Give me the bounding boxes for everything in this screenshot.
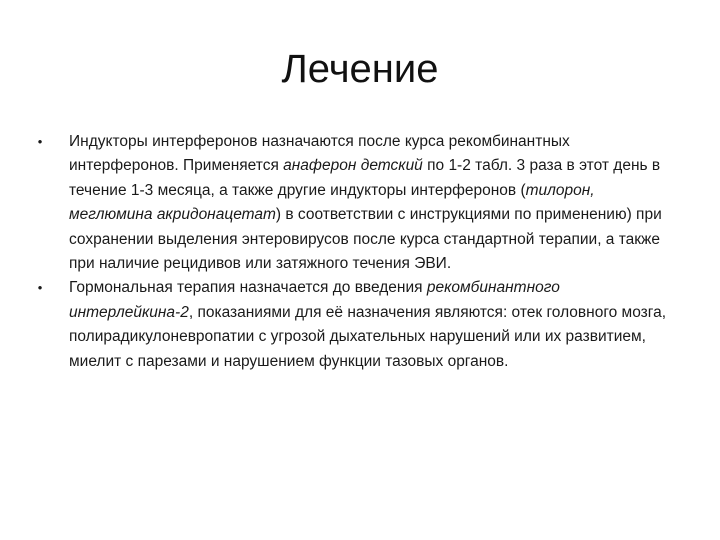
text-segment: по 1-2 табл. 3 раза в этот день в течение 1-3 месяца, а также другие индукторы интерферонов ( <box>69 157 661 199</box>
slide-title: Лечение <box>281 47 439 91</box>
bullet-icon: • <box>37 134 43 149</box>
text-segment: ) в соответствии с инструкциями по применению) при сохранении выделения энтеровирусов после курса стандартной терапии, а также при наличие рецидивов или затяжного течения ЭВИ. <box>69 206 662 273</box>
bullet-icon: • <box>37 280 43 296</box>
bullet-text <box>69 133 662 272</box>
drug-name-italic: анаферон детский <box>283 157 423 175</box>
text-segment: Индукторы интерферонов назначаются после курса рекомбинантных интерферонов. Применяется <box>69 133 570 175</box>
drug-name-italic: рекомбинантного интерлейкина-2 <box>69 279 560 321</box>
text-segment: Гормональная терапия назначается до введения <box>69 279 427 297</box>
drug-name-italic: тилорон, меглюмина акридонацетат <box>69 181 595 224</box>
text-segment: , показаниями для её назначения являются: отек головного мозга, полирадикулоневропатии с угрозой дыхательных нарушений или их развитием, миелит с парезами и нарушением функции тазовых органов. <box>69 303 667 370</box>
bullet-list <box>32 130 682 374</box>
bullet-text <box>69 279 666 369</box>
bullet-item <box>32 130 682 276</box>
bullet-item <box>32 276 682 374</box>
